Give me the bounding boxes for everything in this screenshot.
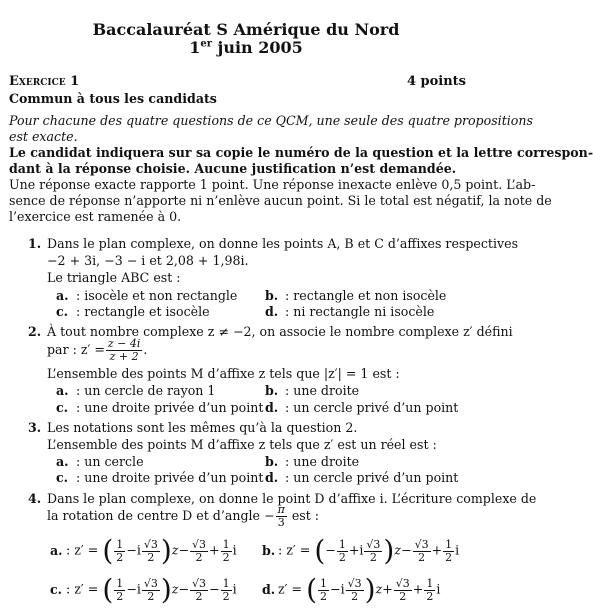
q4-option-c: c. : z′ = ( $\frac{1}{2}$ −i $\frac{√3}{2}$ )z− $\frac{√3}{2}$ − $\frac{1}{2}$ i [50,573,237,606]
exercise-name: Exercice 1 [9,74,80,89]
intro-line-2: est exacte. [9,129,78,144]
question-4-angle: la rotation de centre D et d’angle − $\frac{\pi}{3}$ est : [47,503,320,529]
instruction-line-1: Le candidat indiquera sur sa copie le numéro de la question et la lettre correspon- [9,145,593,160]
q2-option-c: c. : une droite privée d’un point [56,400,264,415]
q3-option-b: b. : une droite [265,454,360,469]
fraction-pi-over-3: $\frac{\pi}{3}$ [277,503,285,529]
q4-option-b: b. : z′ = (− $\frac{1}{2}$ +i $\frac{√3}{2}$ )z− $\frac{√3}{2}$ + $\frac{1}{2}$ i [262,534,460,567]
q1-option-c: c. : rectangle et isocèle [56,304,210,319]
instruction-line-2: dant à la réponse choisie. Aucune justification n’est demandée. [9,161,457,176]
question-2: 2. À tout nombre complexe z ≠ −2, on associe le nombre complexe z′ défini [28,324,513,339]
exercise-subtitle: Commun à tous les candidats [9,91,217,106]
question-1-affixes: −2 + 3i, −3 − i et 2,08 + 1,98i. [47,253,249,268]
question-1-prompt: Le triangle ABC est : [47,270,181,285]
q2-option-b: b. : une droite [265,383,360,398]
q2-option-a: a. : un cercle de rayon 1 [56,383,216,398]
question-3: 3. Les notations sont les mêmes qu’à la question 2. [28,420,358,435]
q3-option-c: c. : une droite privée d’un point [56,470,264,485]
q2-option-d: d. : un cercle privé d’un point [265,400,459,415]
question-1: 1. Dans le plan complexe, on donne les points A, B et C d’affixes respectives [28,236,519,251]
rule-line-1: Une réponse exacte rapporte 1 point. Une réponse inexacte enlève 0,5 point. L’ab- [9,177,536,192]
q3-option-d: d. : un cercle privé d’un point [265,470,459,485]
question-4: 4. Dans le plan complexe, on donne le point D d’affixe i. L’écriture complexe de [28,491,537,506]
fraction-z-prime: $\frac{z - 4i}{z + 2}$ [107,337,141,363]
q3-option-a: a. : un cercle [56,454,144,469]
document-title: Baccalauréat S Amérique du Nord [92,20,400,39]
rule-line-2: sence de réponse n’apporte ni n’enlève aucun point. Si le total est négatif, la note de [9,193,552,208]
question-3-prompt: L’ensemble des points M d’affixe z tels que z′ est un réel est : [47,437,437,452]
question-2-prompt: L’ensemble des points M d’affixe z tels que |z′| = 1 est : [47,366,400,381]
document-date: 1er juin 2005 [189,38,303,57]
q1-option-d: d. : ni rectangle ni isocèle [265,304,435,319]
question-2-formula: par : z′ = $\frac{z - 4i}{z + 2}$ . [47,337,148,363]
q1-option-b: b. : rectangle et non isocèle [265,288,447,303]
rule-line-3: l’exercice est ramenée à 0. [9,209,182,224]
exercise-points: 4 points [406,74,466,89]
intro-line-1: Pour chacune des quatre questions de ce QCM, une seule des quatre propositions [9,113,533,128]
q4-option-a: a. : z′ = ( $\frac{1}{2}$ −i $\frac{√3}{2}$ )z− $\frac{√3}{2}$ + $\frac{1}{2}$ i [50,534,237,567]
q1-option-a: a. : isocèle et non rectangle [56,288,238,303]
q4-option-d: d. z′ = ( $\frac{1}{2}$ −i $\frac{√3}{2}$ )z+ $\frac{√3}{2}$ + $\frac{1}{2}$ i [262,573,441,606]
